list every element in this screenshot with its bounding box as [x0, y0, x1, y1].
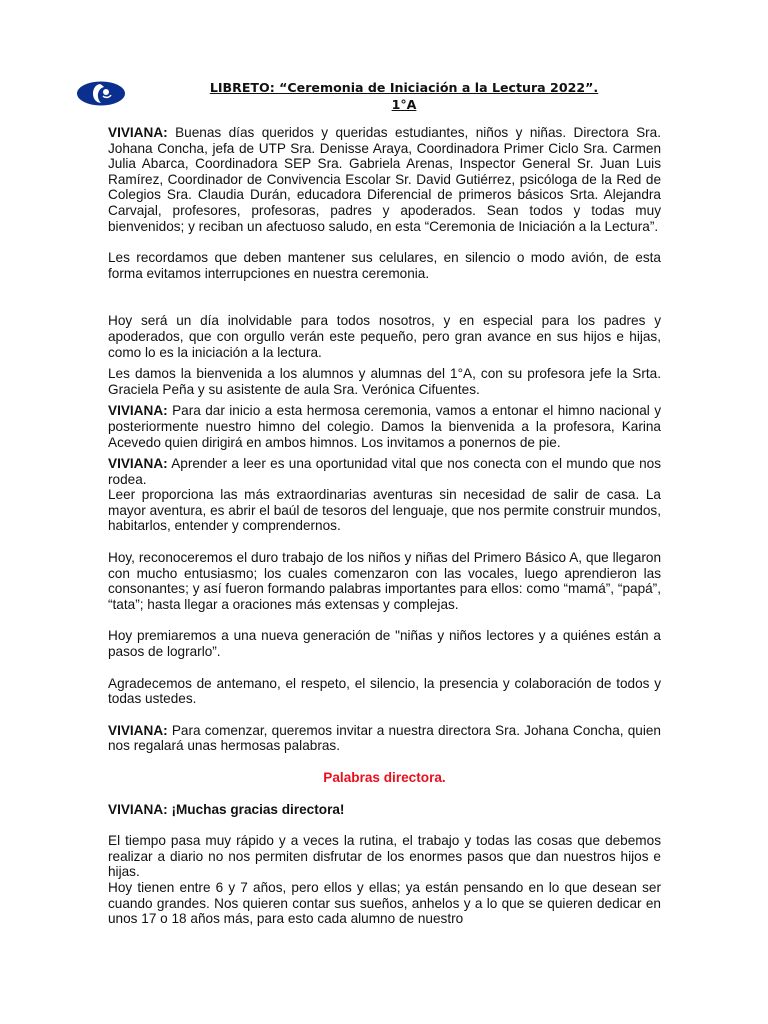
speaker-label: VIVIANA: [108, 125, 168, 140]
paragraph: El tiempo pasa muy rápido y a veces la rutina, el trabajo y todas las cosas que debemos realizar a diario no nos permiten disfrutar de los enormes pasos que dan nuestros hijos e hijas. [108, 833, 661, 880]
paragraph-text: ¡Muchas gracias directora! [171, 801, 345, 817]
document-title [130, 79, 678, 113]
school-crest-icon [76, 80, 126, 107]
speaker-label: VIVIANA: [108, 801, 168, 817]
document-body [108, 125, 661, 927]
paragraph [108, 723, 661, 754]
paragraph [108, 125, 661, 234]
section-heading: Palabras directora. [323, 770, 446, 785]
title-line-2: 1°A [391, 97, 417, 112]
paragraph-text: Aprender a leer es una oportunidad vital que nos conecta con el mundo que nos rodea. [108, 456, 661, 487]
speaker-label: VIVIANA: [108, 456, 168, 472]
speaker-label: VIVIANA: [108, 403, 168, 419]
paragraph-text: Para comenzar, queremos invitar a nuestra directora Sra. Johana Concha, quien nos regalará unas hermosas palabras. [108, 722, 661, 754]
paragraph: Hoy será un día inolvidable para todos nosotros, y en especial para los padres y apoderados, que con orgullo verán este pequeño, pero gran avance en sus hijos e hijas, como lo es la iniciación a la lectura. [108, 313, 661, 360]
paragraph [108, 456, 661, 487]
paragraph: Les recordamos que deben mantener sus celulares, en silencio o modo avión, de esta forma evitamos interrupciones en nuestra ceremonia. [108, 250, 661, 281]
paragraph: Hoy, reconoceremos el duro trabajo de los niños y niñas del Primero Básico A, que llegaron con mucho entusiasmo; los cuales comenzaron con las vocales, luego aprendieron las consonantes; y así fueron formando palabras importantes para ellos: como “mamá”, “papá”, “tata”; hasta llegar a oraciones más extensas y complejas. [108, 550, 661, 612]
paragraph: Agradecemos de antemano, el respeto, el silencio, la presencia y colaboración de todos y todas ustedes. [108, 675, 661, 707]
title-line-1: LIBRETO: “Ceremonia de Iniciación a la Lectura 2022”. [209, 80, 599, 95]
speaker-label: VIVIANA: [108, 722, 168, 738]
paragraph [108, 403, 661, 450]
paragraph: Leer proporciona las más extraordinarias aventuras sin necesidad de salir de casa. La mayor aventura, es abrir el baúl de tesoros del lenguaje, que nos permite construir mundos, habitarlos, entender y comprendernos. [108, 487, 661, 534]
paragraph [108, 802, 661, 818]
paragraph-text: Buenas días queridos y queridas estudiantes, niños y niñas. Directora Sra. Johana Concha, jefa de UTP Sra. Denisse Araya, Coordinadora Primer Ciclo Sra. Carmen Julia Abarca, Coordinadora SEP Sra. Gabriela Arenas, Inspector General Sr. Juan Luis Ramírez, Coordinador de Convivencia Escolar Sr. David Gutiérrez, psicóloga de la Red de Colegios Sra. Claudia Durán, educadora Diferencial de primeros básicos Srta. Alejandra Carvajal, profesores, profesoras, padres y apoderados. Sean todos y todas muy bienvenidos; y reciban un afectuoso saludo, en esta “Ceremonia de Iniciación a la Lectura”. [108, 125, 662, 234]
paragraph-text: Para dar inicio a esta hermosa ceremonia, vamos a entonar el himno nacional y posteriormente nuestro himno del colegio. Damos la bienvenida a la profesora, Karina Acevedo quien dirigirá en ambos himnos. Los invitamos a ponernos de pie. [108, 403, 661, 450]
paragraph: Hoy tienen entre 6 y 7 años, pero ellos y ellas; ya están pensando en lo que desean ser cuando grandes. Nos quieren contar sus sueños, anhelos y a lo que se quieren dedicar en unos 17 o 18 años más, para esto cada alumno de nuestro [108, 879, 661, 927]
paragraph: Hoy premiaremos a una nueva generación de "niñas y niños lectores y a quiénes están a pasos de lograrlo”. [108, 628, 661, 660]
paragraph: Les damos la bienvenida a los alumnos y alumnas del 1°A, con su profesora jefe la Srta. Graciela Peña y su asistente de aula Sra. Verónica Cifuentes. [108, 366, 661, 397]
